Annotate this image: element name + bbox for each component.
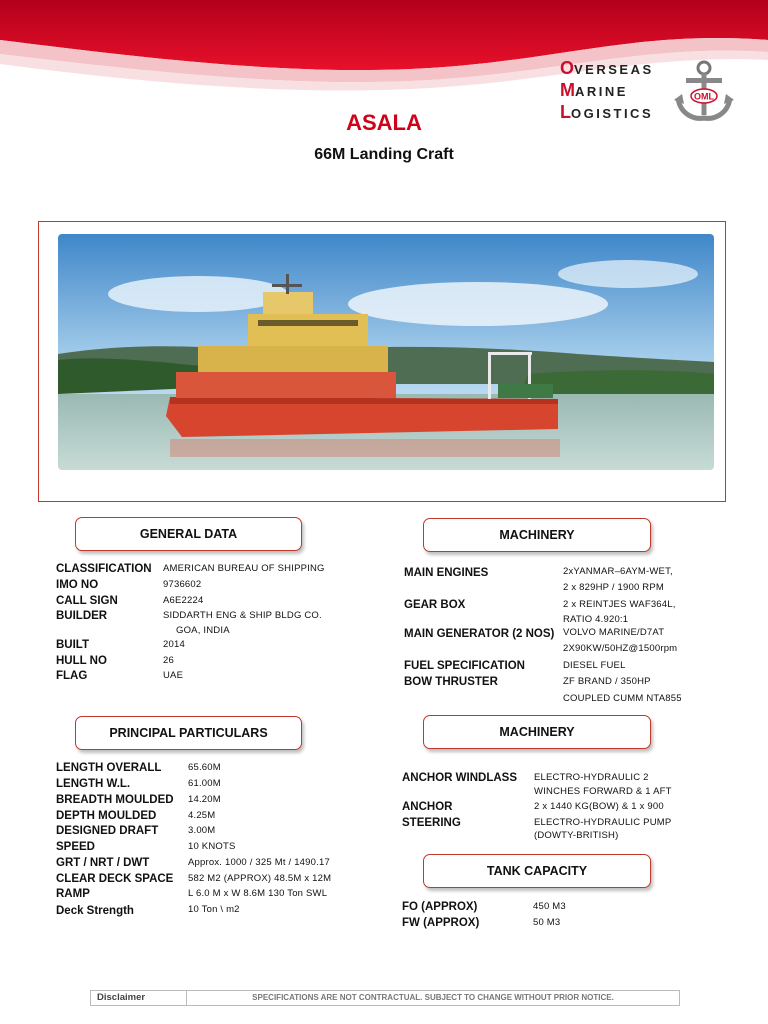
mc-value-bow-thruster-2: COUPLED CUMM NTA855 <box>563 693 682 704</box>
gd-value-flag: UAE <box>163 670 184 681</box>
mc-value-main-engines: 2xYANMAR–6AYM-WET, <box>563 566 673 577</box>
tc-value-fo: 450 M3 <box>533 901 566 912</box>
disclaimer-bar <box>90 990 680 1006</box>
gd-value-builder-location: GOA, INDIA <box>176 625 230 636</box>
pp-label-ramp: RAMP <box>56 888 90 900</box>
pp-label-breadth: BREADTH MOULDED <box>56 794 174 806</box>
vessel-photo <box>58 234 714 470</box>
gd-value-builder: SIDDARTH ENG & SHIP BLDG CO. <box>163 610 322 621</box>
mc-value-gear-box-2: RATIO 4.920:1 <box>563 614 629 625</box>
section-principal-particulars: PRINCIPAL PARTICULARS <box>75 716 302 750</box>
vessel-type: 66M Landing Craft <box>314 146 454 163</box>
pp-label-draft: DESIGNED DRAFT <box>56 825 159 837</box>
pp-value-depth: 4.25M <box>188 810 216 821</box>
pp-label-lwl: LENGTH W.L. <box>56 778 131 790</box>
gd-value-imo: 9736602 <box>163 579 202 590</box>
pp-value-breadth: 14.20M <box>188 794 221 805</box>
mc-value-main-generator: VOLVO MARINE/D7AT <box>563 627 665 638</box>
pp-value-ramp: L 6.0 M x W 8.6M 130 Ton SWL <box>188 888 328 899</box>
mc-value-main-generator-2: 2X90KW/50HZ@1500rpm <box>563 643 678 654</box>
gd-label-imo: IMO NO <box>56 579 99 591</box>
mc2-value-steering: ELECTRO-HYDRAULIC PUMP <box>534 817 672 828</box>
gd-label-hull-no: HULL NO <box>56 655 107 667</box>
mc2-label-windlass: ANCHOR WINDLASS <box>402 772 517 784</box>
gd-label-call-sign: CALL SIGN <box>56 595 118 607</box>
pp-value-deck-strength: 10 Ton \ m2 <box>188 904 240 915</box>
mc-label-fuel: FUEL SPECIFICATION <box>404 660 525 672</box>
pp-value-lwl: 61.00M <box>188 778 221 789</box>
mc2-label-anchor: ANCHOR <box>402 801 453 813</box>
vessel-name: ASALA <box>346 110 422 135</box>
section-machinery: MACHINERY <box>423 518 651 552</box>
pp-label-deck-strength: Deck Strength <box>56 905 134 917</box>
section-general-data: GENERAL DATA <box>75 517 302 551</box>
mc2-value-steering-2: (DOWTY-BRITISH) <box>534 830 619 841</box>
pp-value-speed: 10 KNOTS <box>188 841 236 852</box>
mc-label-bow-thruster: BOW THRUSTER <box>404 676 498 688</box>
disclaimer-text: SPECIFICATIONS ARE NOT CONTRACTUAL. SUBJECT TO CHANGE WITHOUT PRIOR NOTICE. <box>252 993 614 1002</box>
pp-value-grt: Approx. 1000 / 325 Mt / 1490.17 <box>188 857 330 868</box>
tc-label-fo: FO (APPROX) <box>402 901 478 913</box>
mc-label-main-engines: MAIN ENGINES <box>404 567 489 579</box>
gd-label-built: BUILT <box>56 639 90 651</box>
mc2-value-anchor: 2 x 1440 KG(BOW) & 1 x 900 <box>534 801 664 812</box>
pp-label-deck-space: CLEAR DECK SPACE <box>56 873 174 885</box>
mc2-value-windlass-2: WINCHES FORWARD & 1 AFT <box>534 786 672 797</box>
pp-label-loa: LENGTH OVERALL <box>56 762 162 774</box>
mc-value-gear-box: 2 x REINTJES WAF364L, <box>563 599 676 610</box>
section-machinery-2: MACHINERY <box>423 715 651 749</box>
mc2-label-steering: STEERING <box>402 817 461 829</box>
mc-label-main-generator: MAIN GENERATOR (2 NOS) <box>404 628 555 640</box>
gd-value-call-sign: A6E2224 <box>163 595 204 606</box>
pp-label-speed: SPEED <box>56 841 95 853</box>
tc-label-fw: FW (APPROX) <box>402 917 480 929</box>
mc-value-fuel: DIESEL FUEL <box>563 660 626 671</box>
pp-value-deck-space: 582 M2 (APPROX) 48.5M x 12M <box>188 873 332 884</box>
gd-value-hull-no: 26 <box>163 655 174 666</box>
pp-label-grt: GRT / NRT / DWT <box>56 857 150 869</box>
gd-label-flag: FLAG <box>56 670 88 682</box>
pp-value-draft: 3.00M <box>188 825 216 836</box>
gd-label-classification: CLASSIFICATION <box>56 563 152 575</box>
gd-label-builder: BUILDER <box>56 610 108 622</box>
logo-emblem-text: OML <box>694 91 714 102</box>
mc-value-main-engines-2: 2 x 829HP / 1900 RPM <box>563 582 664 593</box>
pp-label-depth: DEPTH MOULDED <box>56 810 157 822</box>
mc2-value-windlass: ELECTRO-HYDRAULIC 2 <box>534 772 649 783</box>
disclaimer-label: Disclaimer <box>91 991 187 1005</box>
logo-wordmark: OVERSEAS MARINE LOGISTICS <box>560 58 654 122</box>
mc-value-bow-thruster: ZF BRAND / 350HP <box>563 676 651 687</box>
mc-label-gear-box: GEAR BOX <box>404 599 466 611</box>
pp-value-loa: 65.60M <box>188 762 221 773</box>
gd-value-built: 2014 <box>163 639 185 650</box>
gd-value-classification: AMERICAN BUREAU OF SHIPPING <box>163 563 325 574</box>
tc-value-fw: 50 M3 <box>533 917 561 928</box>
section-tank-capacity: TANK CAPACITY <box>423 854 651 888</box>
